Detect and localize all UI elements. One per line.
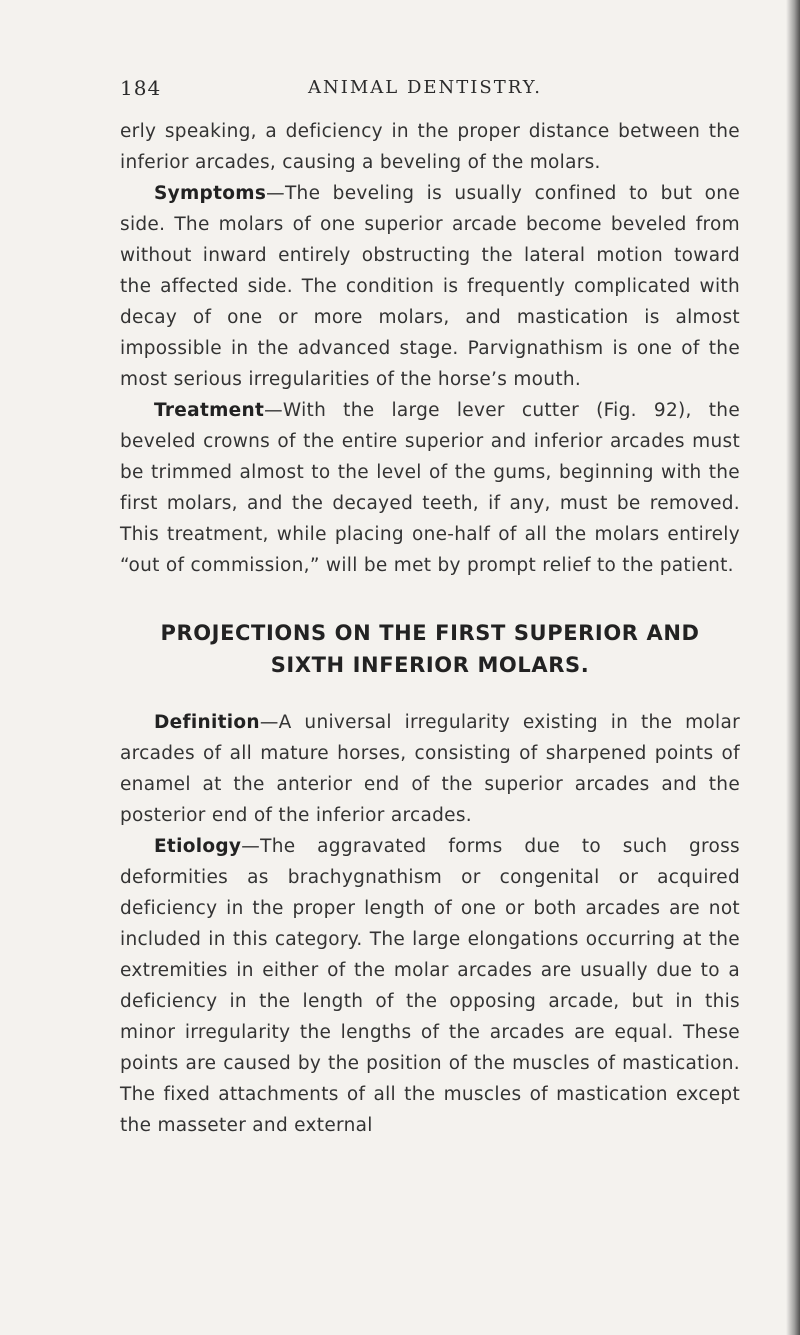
page-header [120,76,760,104]
run-in-heading-treatment: Treatment [154,400,265,421]
section-heading: PROJECTIONS ON THE FIRST SUPERIOR AND SIXTH INFERIOR MOLARS. [160,621,700,677]
paragraph-etiology-text: —The aggravated forms due to such gross deformities as brachygnathism or congenital or acquired deficiency in the proper length of one or both arcades are not included in this category. The large elongations occurring at the extremities in either of the molar arcades are usually due to a deficiency in the length of the opposing arcade, but in this minor irregularity the lengths of the arcades are equal. These points are caused by the position of the muscles of mastication. The fixed attachments of all the muscles of mastication except the masseter and external [120,836,740,1136]
paragraph-symptoms [120,178,740,395]
run-in-heading-definition: Definition [154,712,260,733]
paragraph-definition-text: —A universal irregularity existing in the molar arcades of all mature horses, consisting of sharpened points of enamel at the anterior end of the superior arcades and the posterior end of the inferior arcades. [120,712,740,826]
paragraph-definition [120,707,740,831]
paragraph-treatment-text: —With the large lever cutter (Fig. 92), the beveled crowns of the entire superior and inferior arcades must be trimmed almost to the level of the gums, beginning with the first molars, and the decayed teeth, if any, must be removed. This treatment, while placing one-half of all the molars entirely “out of commission,” will be met by prompt relief to the patient. [120,400,740,576]
paragraph-treatment [120,395,740,581]
paragraph-continued: erly speaking, a deficiency in the proper distance between the inferior arcades, causing a beveling of the molars. [120,121,740,173]
run-in-heading-symptoms: Symptoms [154,183,267,204]
paragraph-etiology [120,831,740,1141]
running-title: ANIMAL DENTISTRY. [308,77,543,98]
run-in-heading-etiology: Etiology [154,836,242,857]
paragraph-symptoms-text: —The beveling is usually confined to but one side. The molars of one superior arcade become beveled from without inward entirely obstructing the lateral motion toward the affected side. The condition is frequently complicated with decay of one or more molars, and mastication is almost impossible in the advanced stage. Parvignathism is one of the most serious irregularities of the horse’s mouth. [120,183,740,390]
page-edge-shadow [786,0,800,1335]
page-number: 184 [120,76,162,100]
body-text [120,116,740,1141]
